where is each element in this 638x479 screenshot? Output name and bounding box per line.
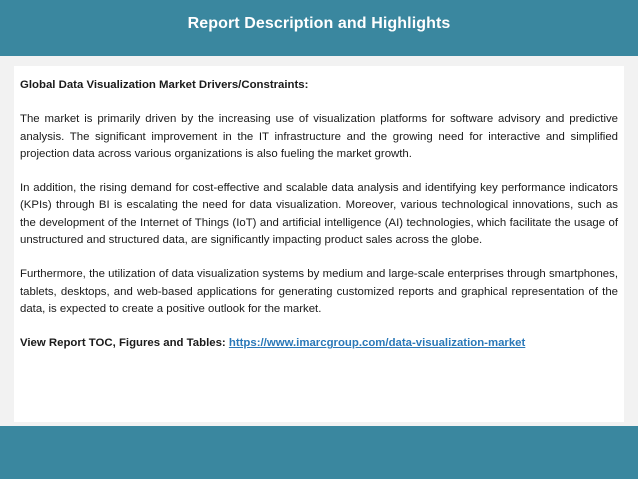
report-link[interactable]: https://www.imarcgroup.com/data-visualization-market: [228, 337, 526, 350]
content-body: [20, 77, 618, 353]
footer-bar: [0, 426, 638, 479]
paragraph-enterprises: Furthermore, the utilization of data visualization systems by medium and large-scale enterprises through smartphones, tablets, desktops, and web-based applications for generating customized reports and graphical representation of the data, is expected to create a positive outlook for the market.: [20, 268, 618, 315]
content-panel: [14, 66, 624, 422]
paragraph-drivers: The market is primarily driven by the increasing use of visualization platforms for software advisory and predictive analysis. The significant improvement in the IT infrastructure and the growing need for interactive and simplified projection data across various organizations is also fueling the market growth.: [20, 113, 618, 160]
report-line: [20, 335, 618, 352]
page-title: Report Description and Highlights: [187, 15, 451, 32]
paragraph-demand: In addition, the rising demand for cost-effective and scalable data analysis and identifying key performance indicators (KPIs) through BI is escalating the need for data visualization. Moreover, various technological innovations, such as the development of the Internet of Things (IoT) and artificial intelligence (AI) technologies, which facilitate the usage of unstructured and structured data, are significantly impacting product sales across the globe.: [20, 182, 618, 247]
section-heading: Global Data Visualization Market Drivers/Constraints:: [20, 79, 309, 91]
report-label: View Report TOC, Figures and Tables:: [20, 337, 226, 350]
header-bar: [0, 0, 638, 56]
